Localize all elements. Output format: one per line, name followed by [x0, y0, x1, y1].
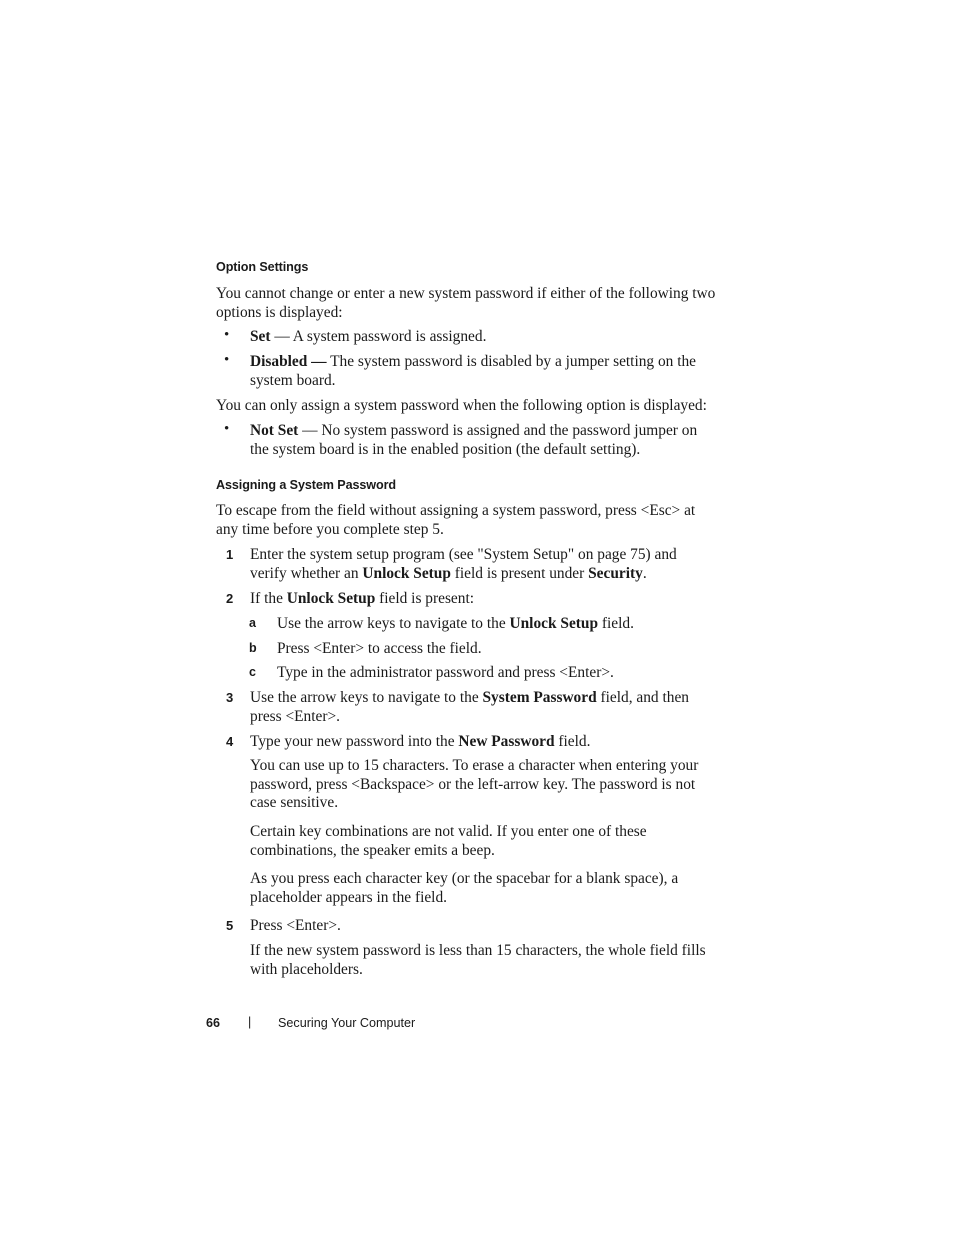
ui-term: Security [588, 565, 643, 582]
page-number: 66 [206, 1016, 221, 1030]
step-4-note-1: You can use up to 15 characters. To erase a character when entering your password, press <Backspace> or the left-arrow key. The password is not case sensitive. [250, 757, 699, 811]
ui-term: New Password [458, 733, 555, 750]
footer-separator: | [248, 1015, 252, 1029]
step-number: 2 [226, 591, 234, 606]
step-number: 1 [226, 547, 234, 562]
step-number: 5 [226, 918, 234, 933]
text: Enter the system setup program (see "System Setup" on page 75) and verify whether an [250, 546, 677, 582]
ui-term: Unlock Setup [509, 615, 599, 632]
term: Disabled — [250, 353, 327, 370]
text: field, and then press <Enter>. [250, 689, 689, 725]
step-4-note-3: As you press each character key (or the spacebar for a blank space), a placeholder appears in the field. [250, 870, 679, 906]
text: field is present under [450, 565, 589, 582]
list-item-set [250, 327, 714, 346]
text: Use the arrow keys to navigate to the [250, 689, 483, 706]
term-desc: The system password is disabled by a jumper setting on the system board. [250, 353, 697, 389]
substep-letter: b [249, 641, 257, 655]
substep-letter: c [249, 665, 256, 679]
list-item-disabled [250, 352, 714, 390]
ui-term: Unlock Setup [362, 565, 451, 582]
text: field is present: [375, 590, 475, 607]
text: field. [598, 615, 634, 632]
step-number: 4 [226, 734, 234, 749]
section-heading-assigning: Assigning a System Password [216, 478, 396, 492]
substep-a-text [277, 614, 717, 633]
option-settings-intro2: You can only assign a system password when the following option is displayed: [216, 397, 707, 414]
ui-term: Unlock Setup [286, 590, 376, 607]
step-1-text [250, 545, 714, 583]
footer-chapter-title: Securing Your Computer [278, 1016, 416, 1030]
text: Type your new password into the [250, 733, 459, 750]
step-4-note-2: Certain key combinations are not valid. If you enter one of these combinations, the speaker emits a beep. [250, 823, 647, 859]
text: If the [250, 590, 287, 607]
option-settings-intro: You cannot change or enter a new system password if either of the following two options is displayed: [216, 285, 716, 321]
substep-b-text: Press <Enter> to access the field. [277, 640, 482, 657]
text: Use the arrow keys to navigate to the [277, 615, 510, 632]
text: . [642, 565, 647, 582]
term-desc: — A system password is assigned. [270, 328, 487, 345]
step-5-note: If the new system password is less than 15 characters, the whole field fills with placeholders. [250, 942, 706, 978]
list-item-not-set [250, 421, 714, 459]
term: Not Set [250, 422, 299, 439]
bullet-icon: • [224, 421, 230, 437]
term: Set [250, 328, 271, 345]
substep-c-text: Type in the administrator password and press <Enter>. [277, 664, 614, 681]
step-5-text: Press <Enter>. [250, 917, 341, 934]
assigning-intro: To escape from the field without assigning a system password, press <Esc> at any time before you complete step 5. [216, 502, 696, 538]
step-3-text [250, 688, 714, 726]
ui-term: System Password [482, 689, 597, 706]
step-number: 3 [226, 690, 234, 705]
substep-letter: a [249, 616, 256, 630]
bullet-icon: • [224, 352, 230, 368]
term-desc: — No system password is assigned and the password jumper on the system board is in the enabled position (the default setting). [250, 422, 698, 458]
step-4-text [250, 732, 714, 751]
section-heading-option-settings: Option Settings [216, 260, 309, 274]
step-2-text [250, 589, 714, 608]
text: field. [554, 733, 591, 750]
bullet-icon: • [224, 327, 230, 343]
